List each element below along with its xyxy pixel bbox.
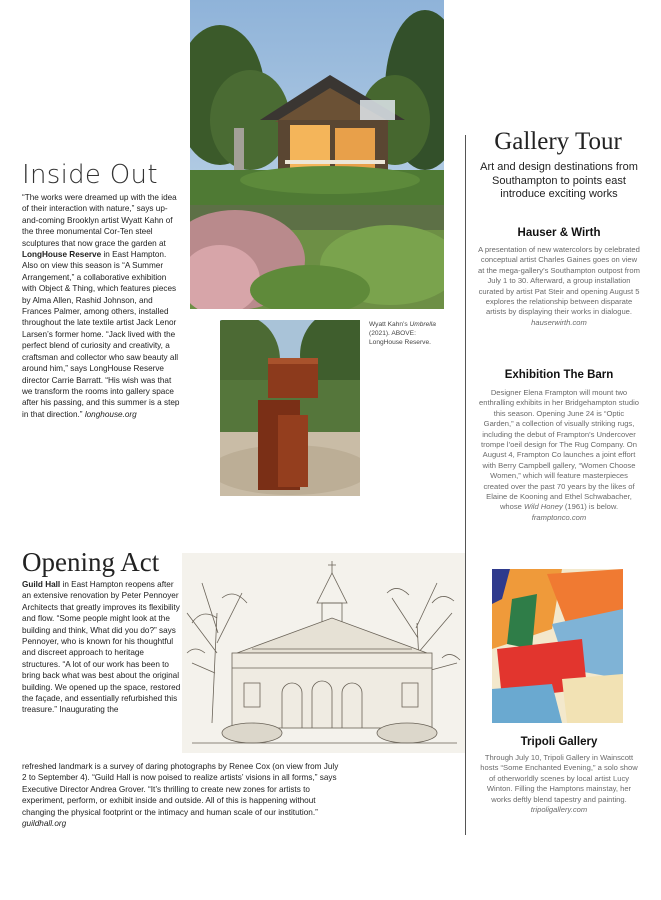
inside-out-paragraph <box>22 192 180 420</box>
column-divider <box>465 135 466 835</box>
text-run: LongHouse Reserve <box>22 250 102 260</box>
sculpture-caption <box>369 320 449 347</box>
text-run: Designer Elena Frampton will mount two enthralling exhibits in her Bridgehampton studio this season. Opening June 24 is “Optic Garden,” a collection of visually striking rugs, including the debut of Frampton’s Undercover trompe l’oeil design for The Rug Company. On August 4, Frampton Co launches a joint effort with Berry Campbell gallery, “Women Choose Women,” which will feature masterpieces created over the past 70 years by the likes of Elaine de Kooning and Ethel Schwabacher, whose <box>479 388 639 512</box>
exhibition-barn-heading: Exhibition The Barn <box>504 369 614 381</box>
tripoli-gallery-body <box>478 753 640 815</box>
exhibition-barn-body <box>478 388 640 523</box>
guild-hall-sketch <box>182 553 465 753</box>
opening-act-title: Opening Act <box>22 547 160 577</box>
umbrella-sculpture-photo <box>220 320 360 496</box>
text-run: Guild Hall <box>22 580 61 589</box>
inside-out-title: Inside Out <box>22 160 158 190</box>
text-run: A presentation of new watercolors by celebrated conceptual artist Charles Gaines goes on view at the mega-gallery’s Southampton outpost from July 1 to 30. Afterward, a group installation curated by artist Pat Steir and opening August 5 explores the relationship between disparate artists by displaying their works in dialogue. <box>478 245 640 317</box>
hauser-wirth-heading: Hauser & Wirth <box>517 227 601 239</box>
text-run: in East Hampton. Also on view this season is “A Summer Arrangement,” a collaborative exhibition with Object & Thing, which features pieces by Alma Allen, Rashid Johnson, and Frances Palmer, among others, installed throughout the late textile artist Jack Lenor Larsen’s former home. “Jack lived with the perfect blend of curiosity and creativity, a craftsman and collector who saw beauty all around him,” says LongHouse Reserve director Carrie Barratt. “His wish was that we transform the rooms into gallery space after his passing, and this summer is a step in that direction.” <box>22 250 180 419</box>
text-run: Wild Honey <box>524 502 563 512</box>
text-run: hauserwirth.com <box>531 317 587 327</box>
text-run: (2021). ABOVE: LongHouse Reserve. <box>369 330 431 346</box>
hauser-wirth-body <box>478 245 640 328</box>
opening-act-paragraph-top <box>22 579 182 716</box>
text-run: (1961) is below. <box>562 502 619 512</box>
text-run: in East Hampton reopens after an extensive renovation by Peter Pennoyer Architects that greatly improves its flexibility and flow. “Some people might look at the building and think, What did you do?” says Pennoyer, who is known for his thoughtful and discreet approach to heritage structures. “A lot of our work has been to bring back what was best about the original building. We opened up the space, restored the façade, and essentially refurbished this treasure.” Inaugurating the <box>22 580 181 715</box>
text-run: refreshed landmark is a survey of daring photographs by Renee Cox (on view from July 2 to September 4). “Guild Hall is now poised to realize artists’ visions in all forms,” says Executive Director Andrea Grover. “It’s thrilling to create new zones for artists to experiment, perform, or exhibit inside and outside. All of this is happening without changing the physical footprint or the intimacy and human scale of our institution.” <box>22 762 339 817</box>
text-run: “The works were dreamed up with the idea of their interaction with nature,” says up-and-coming Brooklyn artist Wyatt Kahn of the three monumental Cor-Ten steel sculptures that now grace the garden at <box>22 193 177 248</box>
text-run: longhouse.org <box>84 409 137 419</box>
longhouse-reserve-photo <box>190 0 444 309</box>
gallery-tour-subtitle: Art and design destinations from Southampton to points east introduce exciting works <box>480 161 638 201</box>
text-run: guildhall.org <box>22 819 67 829</box>
opening-act-paragraph-bottom <box>22 761 342 829</box>
text-run: framptonco.com <box>531 512 587 522</box>
text-run: tripoligallery.com <box>530 805 588 815</box>
text-run: Umbrella <box>409 321 436 328</box>
wild-honey-painting <box>492 569 623 723</box>
text-run: Wyatt Kahn’s <box>369 321 410 328</box>
tripoli-gallery-heading: Tripoli Gallery <box>520 736 598 748</box>
gallery-tour-title: Gallery Tour <box>494 128 622 155</box>
text-run: Through July 10, Tripoli Gallery in Wainscott hosts “Some Enchanted Evening,” a solo show of otherworldly scenes by local artist Lucy Winton. Filling the Hamptons mainstay, her works deftly blend tapestry and painting. <box>480 753 638 804</box>
